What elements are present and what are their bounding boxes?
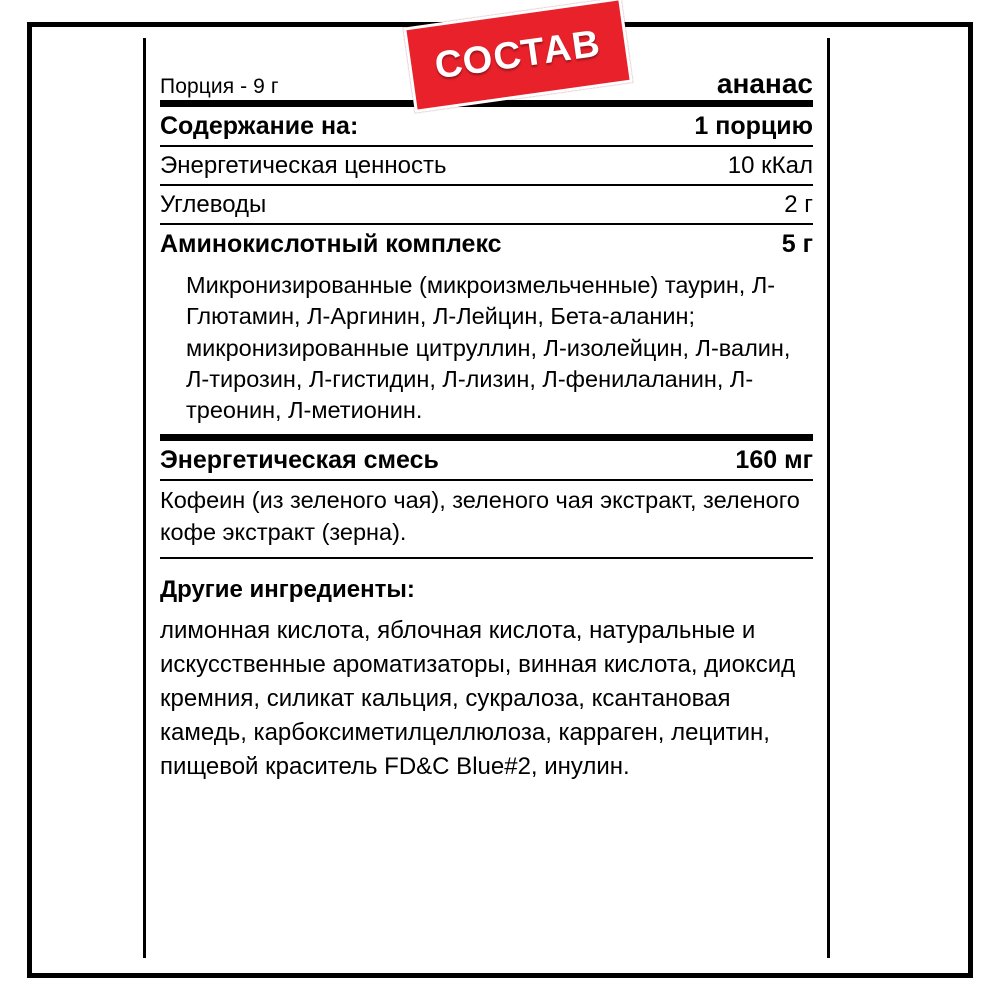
- energy-blend-ingredients: Кофеин (из зеленого чая), зеленого чая экстракт, зеленого кофе экстракт (зерна).: [160, 487, 800, 545]
- amount-per-serving-value: 1 порцию: [694, 112, 813, 140]
- divider-thick-middle: [160, 434, 813, 441]
- row-label: Энергетическая ценность: [160, 152, 447, 179]
- other-ingredients-header: Другие ингредиенты:: [160, 575, 415, 603]
- row-label: Энергетическая смесь: [160, 446, 439, 475]
- other-ingredients-body: лимонная кислота, яблочная кислота, натуральные и искусственные ароматизаторы, винная кислота, диоксид кремния, силикат кальция, сукралоза, ксантановая камедь, карбоксиметилцеллюлоза, карраген, лецитин, пищевой краситель FD&C Blue#2, инулин.: [160, 616, 796, 781]
- flavor-name-text: ананас: [716, 68, 813, 99]
- table-row-energy-blend: [160, 441, 813, 479]
- table-row-calories: [160, 147, 813, 184]
- amount-per-serving-label: Содержание на:: [160, 112, 359, 140]
- row-value: 160 мг: [735, 446, 813, 475]
- row-value: 2 г: [784, 191, 813, 218]
- row-value: 10 кКал: [727, 152, 813, 179]
- row-value: 5 г: [781, 230, 813, 258]
- amino-complex-ingredients: Микронизированные (микроизмельченные) таурин, Л-Глютамин, Л-Аргинин, Л-Лейцин, Бета-аланин; микронизированные цитруллин, Л-изолейцин, Л-валин, Л-тирозин, Л-гистидин, Л-лизин, Л-фенилаланин, Л-треонин, Л-метионин.: [186, 272, 791, 423]
- serving-size-text: Порция - 9 г: [160, 75, 279, 98]
- label-panel-content: [146, 38, 827, 784]
- label-panel: [143, 38, 830, 958]
- table-row-amino-complex: [160, 225, 813, 263]
- amount-per-serving-row: [160, 107, 813, 145]
- table-row-carbs: [160, 186, 813, 223]
- ribbon-label: СОСТАВ: [432, 22, 604, 87]
- row-label: Аминокислотный комплекс: [160, 230, 502, 258]
- row-label: Углеводы: [160, 191, 267, 218]
